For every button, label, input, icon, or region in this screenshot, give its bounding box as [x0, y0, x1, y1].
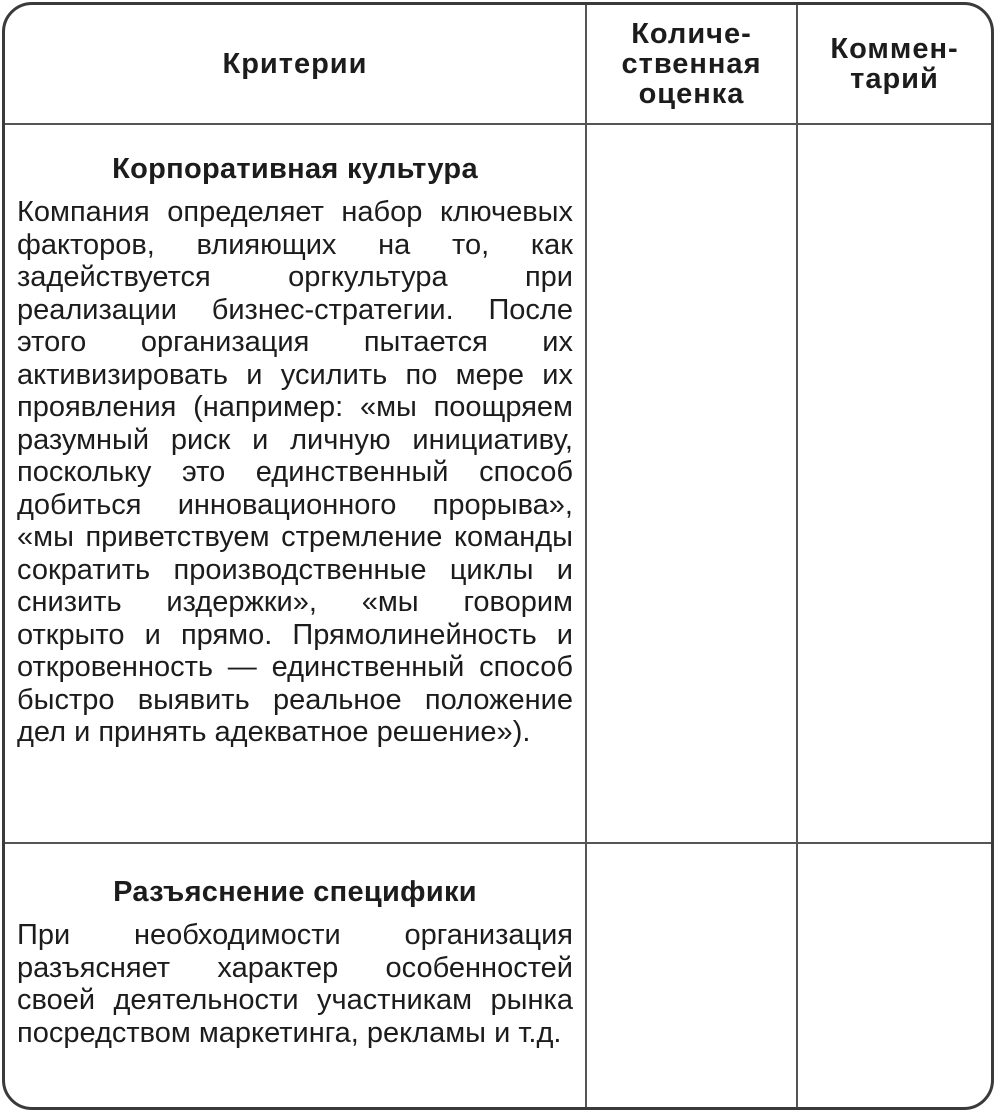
- header-criteria: Критерии: [222, 48, 368, 80]
- header-comment: Коммен- тарий: [830, 33, 959, 95]
- row-corporate-culture: [17, 152, 573, 749]
- score-cell[interactable]: [587, 844, 796, 1107]
- header-score: Количе- ственная оценка: [621, 18, 762, 110]
- row-description: При необходимости организация разъясняет характер особенностей своей деятельности участникам рынка посредством маркетинга, рекламы и т.д.: [17, 919, 573, 1049]
- row-description: Компания определяет набор ключевых факторов, влияющих на то, как задействуется оргкультура при реализации бизнес-стратегии. После этого организация пытается их активизировать и усилить по мере их проявления (например: «мы поощряем разумный риск и личную инициативу, поскольку это единственный способ добиться инновационного прорыва», «мы приветствуем стремление команды сократить производственные циклы и снизить издержки», «мы говорим открыто и прямо. Прямолинейность и откровенность — единственный способ быстро выявить реальное положение дел и принять адекватное решение»).: [17, 196, 573, 748]
- row-title: Разъяснение специфики: [113, 876, 477, 908]
- score-cell[interactable]: [587, 125, 796, 842]
- comment-cell[interactable]: [798, 125, 991, 842]
- row-title: Корпоративная культура: [112, 153, 478, 185]
- comment-cell[interactable]: [798, 844, 991, 1107]
- criteria-table: [2, 2, 994, 1110]
- row-specifics-explanation: [17, 875, 573, 1049]
